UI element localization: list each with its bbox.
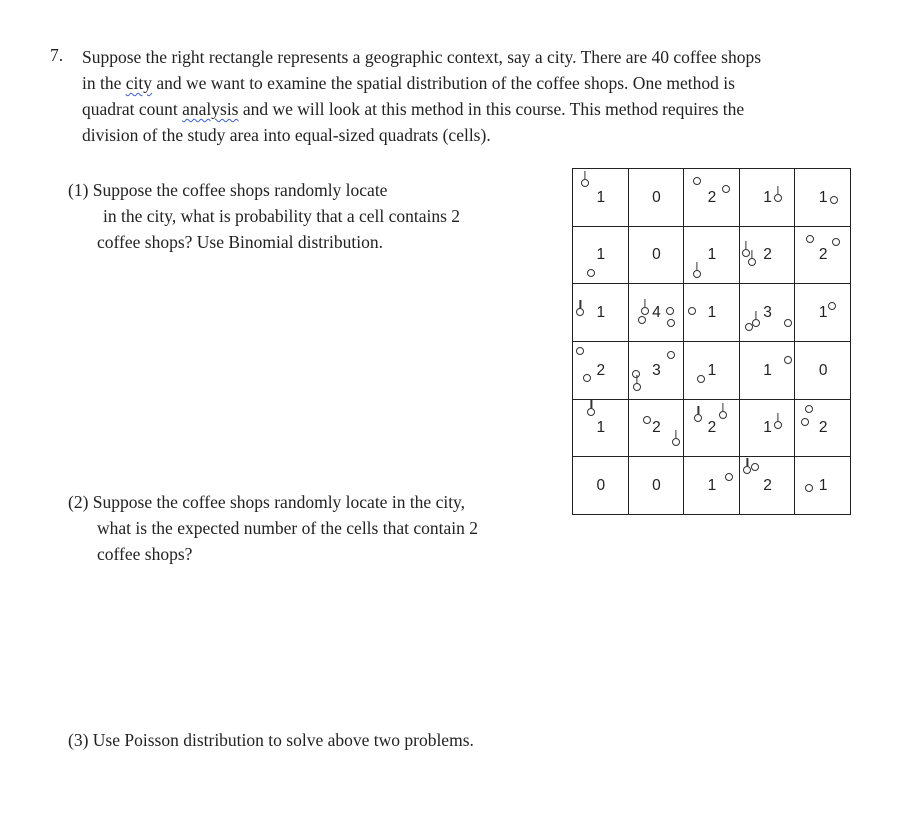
quadrat-cell — [683, 399, 740, 458]
quadrat-cell — [572, 168, 629, 227]
quadrat-count: 0 — [596, 477, 606, 495]
quadrat-count: 2 — [596, 361, 606, 379]
coffee-shop-marker-stem — [675, 430, 676, 438]
coffee-shop-marker — [694, 414, 702, 422]
quadrat-count: 1 — [818, 304, 828, 322]
coffee-shop-marker-stem — [751, 250, 752, 258]
quadrat-cell — [683, 168, 740, 227]
coffee-shop-marker — [672, 438, 680, 446]
quadrat-cell — [683, 456, 740, 515]
quadrat-cell — [794, 399, 851, 458]
quadrat-cell — [739, 456, 796, 515]
coffee-shop-marker — [641, 307, 649, 315]
quadrat-cell — [572, 283, 629, 342]
quadrat-count: 1 — [763, 419, 772, 437]
coffee-shop-marker — [801, 418, 809, 426]
coffee-shop-marker — [576, 347, 584, 355]
quadrat-grid — [572, 168, 850, 514]
question-number: 7. — [50, 45, 64, 65]
quadrat-count: 1 — [763, 361, 772, 379]
quadrat-count: 1 — [707, 246, 717, 264]
question-line-1: Suppose the right rectangle represents a geographic context, say a city. There are 40 coffee shops — [82, 47, 762, 67]
quadrat-cell — [572, 399, 629, 458]
coffee-shop-marker-stem — [747, 458, 748, 466]
coffee-shop-marker — [784, 319, 792, 327]
quadrat-cell — [739, 168, 796, 227]
question-line-2: in the city and we want to examine the spatial distribution of the coffee shops. One method is — [82, 73, 735, 93]
coffee-shop-marker — [748, 258, 756, 266]
part-1-line-3: coffee shops? Use Binomial distribution. — [97, 232, 383, 252]
coffee-shop-marker — [806, 235, 814, 243]
coffee-shop-marker — [830, 196, 838, 204]
coffee-shop-marker — [784, 356, 792, 364]
coffee-shop-marker — [697, 375, 705, 383]
coffee-shop-marker — [581, 179, 589, 187]
quadrat-count: 1 — [707, 361, 717, 379]
coffee-shop-marker-stem — [644, 299, 645, 307]
quadrat-count: 1 — [596, 246, 606, 264]
coffee-shop-marker — [576, 308, 584, 316]
quadrat-cell — [572, 456, 629, 515]
part-2-line-2: what is the expected number of the cells that contain 2 — [97, 518, 478, 538]
coffee-shop-marker — [805, 405, 813, 413]
quadrat-cell — [794, 283, 851, 342]
coffee-shop-marker-stem — [722, 403, 723, 411]
quadrat-cell — [683, 226, 740, 285]
quadrat-cell — [794, 456, 851, 515]
question-line-3: quadrat count analysis and we will look at this method in this course. This method requires the — [82, 99, 745, 119]
coffee-shop-marker — [774, 194, 782, 202]
coffee-shop-marker — [828, 302, 836, 310]
coffee-shop-marker-stem — [745, 241, 746, 249]
quadrat-cell — [683, 283, 740, 342]
coffee-shop-marker — [638, 316, 646, 324]
coffee-shop-marker-stem — [637, 375, 638, 383]
quadrat-count: 0 — [818, 361, 828, 379]
coffee-shop-marker-stem — [697, 262, 698, 270]
quadrat-cell — [572, 341, 629, 400]
coffee-shop-marker — [693, 270, 701, 278]
coffee-shop-marker — [745, 323, 753, 331]
quadrat-count: 2 — [763, 246, 772, 264]
coffee-shop-marker — [643, 416, 651, 424]
coffee-shop-marker — [722, 185, 730, 193]
quadrat-cell — [739, 341, 796, 400]
part-1-line-2: in the city, what is probability that a cell contains 2 — [103, 206, 461, 226]
quadrat-cell — [628, 168, 685, 227]
quadrat-cell — [683, 341, 740, 400]
coffee-shop-marker — [774, 421, 782, 429]
coffee-shop-marker — [725, 473, 733, 481]
quadrat-cell — [739, 283, 796, 342]
quadrat-count: 1 — [818, 188, 828, 206]
quadrat-cell — [794, 168, 851, 227]
part-1-line-1: (1) Suppose the coffee shops randomly locate — [68, 180, 388, 200]
coffee-shop-marker-stem — [584, 171, 585, 179]
coffee-shop-marker — [587, 408, 595, 416]
spellcheck-word-analysis: analysis — [182, 99, 239, 119]
quadrat-count: 2 — [818, 246, 828, 264]
quadrat-count: 1 — [596, 188, 606, 206]
quadrat-count: 0 — [652, 188, 661, 206]
quadrat-cell — [628, 456, 685, 515]
quadrat-count: 0 — [652, 477, 661, 495]
part-2-line-1: (2) Suppose the coffee shops randomly locate in the city, — [68, 492, 466, 512]
quadrat-count: 2 — [818, 419, 828, 437]
quadrat-count: 3 — [652, 361, 661, 379]
coffee-shop-marker — [583, 374, 591, 382]
quadrat-count: 1 — [596, 304, 606, 322]
coffee-shop-marker — [719, 411, 727, 419]
quadrat-count: 2 — [652, 419, 661, 437]
quadrat-cell — [794, 226, 851, 285]
quadrat-count: 3 — [763, 304, 772, 322]
coffee-shop-marker — [752, 319, 760, 327]
quadrat-count: 1 — [818, 477, 828, 495]
coffee-shop-marker-stem — [777, 413, 778, 421]
coffee-shop-marker — [742, 249, 750, 257]
part-2-line-3: coffee shops? — [97, 544, 193, 564]
quadrat-count: 4 — [652, 304, 661, 322]
quadrat-count: 2 — [707, 188, 717, 206]
coffee-shop-marker-stem — [698, 406, 699, 414]
coffee-shop-marker — [751, 463, 759, 471]
question-line-4: division of the study area into equal-sized quadrats (cells). — [82, 125, 491, 145]
coffee-shop-marker — [667, 319, 675, 327]
quadrat-cell — [628, 341, 685, 400]
quadrat-cell — [628, 399, 685, 458]
quadrat-cell — [739, 226, 796, 285]
coffee-shop-marker — [832, 238, 840, 246]
coffee-shop-marker — [666, 307, 674, 315]
quadrat-count: 1 — [763, 188, 772, 206]
quadrat-count: 1 — [707, 304, 717, 322]
coffee-shop-marker-stem — [777, 186, 778, 194]
coffee-shop-marker — [688, 307, 696, 315]
coffee-shop-marker-stem — [591, 400, 592, 408]
quadrat-count: 2 — [763, 477, 772, 495]
quadrat-cell — [794, 341, 851, 400]
quadrat-count: 2 — [707, 419, 717, 437]
coffee-shop-marker — [805, 484, 813, 492]
coffee-shop-marker — [587, 269, 595, 277]
spellcheck-word-city: city — [125, 73, 152, 93]
coffee-shop-marker-stem — [580, 300, 581, 308]
coffee-shop-marker — [633, 383, 641, 391]
quadrat-count: 1 — [707, 477, 717, 495]
quadrat-cell — [572, 226, 629, 285]
quadrat-cell — [628, 226, 685, 285]
quadrat-cell — [628, 283, 685, 342]
quadrat-cell — [739, 399, 796, 458]
coffee-shop-marker — [693, 177, 701, 185]
quadrat-count: 0 — [652, 246, 661, 264]
coffee-shop-marker-stem — [755, 311, 756, 319]
quadrat-count: 1 — [596, 419, 606, 437]
coffee-shop-marker — [667, 351, 675, 359]
part-3-line-1: (3) Use Poisson distribution to solve above two problems. — [68, 730, 474, 750]
